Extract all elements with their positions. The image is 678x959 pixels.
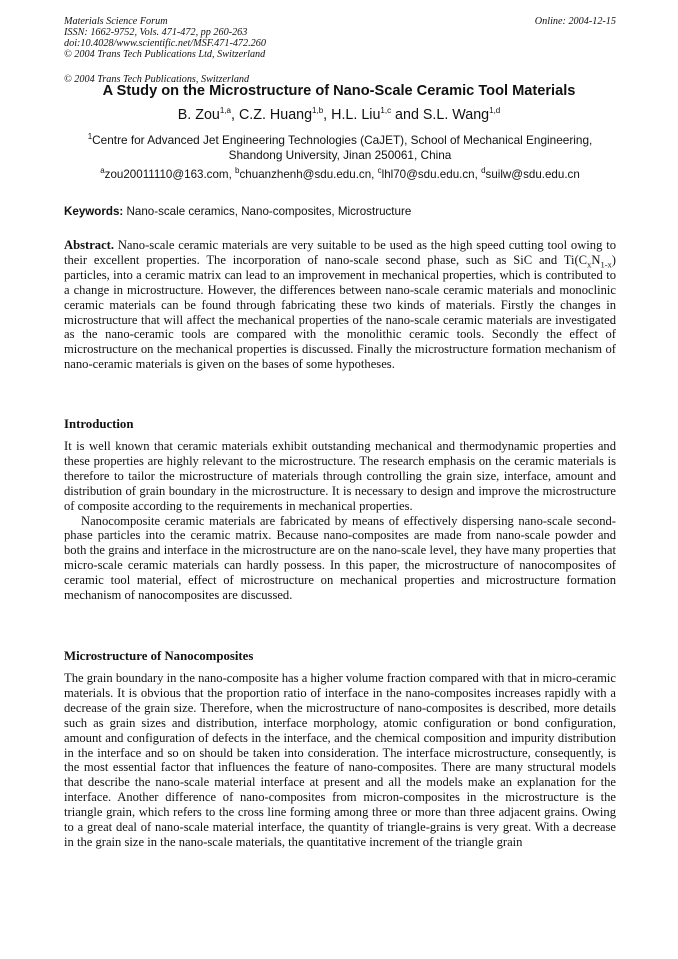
keywords-text: Nano-scale ceramics, Nano-composites, Microstructure (123, 205, 412, 218)
author-affiliation-mark: 1,a (219, 106, 231, 116)
issn-line: ISSN: 1662-9752, Vols. 471-472, pp 260-263 (64, 27, 248, 38)
abstract-text: Nano-scale ceramic materials are very suitable to be used as the high speed cutting tool owing to their excellent properties. The incorporation of nano-scale second phase, such as SiC and Ti(C (64, 238, 616, 267)
affiliation-mark: 1 (87, 132, 93, 142)
section-heading-microstructure: Microstructure of Nanocomposites (64, 649, 254, 663)
doi-line: doi:10.4028/www.scientific.net/MSF.471-472.260 (64, 38, 266, 49)
author-list (0, 106, 678, 125)
email-separator: , (371, 168, 378, 181)
email-address: chuanzhenh@sdu.edu.cn (239, 168, 372, 181)
journal-name: Materials Science Forum (64, 16, 168, 27)
introduction-section (64, 439, 616, 603)
paragraph: The grain boundary in the nano-composite has a higher volume fraction compared with that in micro-ceramic materials. It is obvious that the proportion ratio of interface in the nano-composites increases rapidly with a decrease of the grain size. Therefore, when the microstructure of nano-composites is described, more details such as grain sizes and distribution, interface morphology, atomic configuration or bond configuration, amount and configuration of defects in the interface, and the chemical composition and impurity distribution in the interface and so on should be taken into consideration. The interface microstructure, consequently, is the most essential factor that influences the feature of nano-composites. There are many structural models that describe the nano-scale material interface at present and all the models make an explanation for the interface. Another difference of nano-composites from micron-composites in the microstructure is the triangle grain, which refers to the cross line forming among three or more than three adjacent grains. Owing to a great deal of nano-scale material interface, the quantity of triangle-grains is very great. With a decrease in the grain size in the nano-scale materials, the quantitative increment of the triangle grain (64, 671, 616, 849)
abstract-text: ) particles, into a ceramic matrix can lead to an improvement in mechanical properties, which is contributed to a change in microstructure. However, the differences between nano-scale ceramic materials and monoclinic ceramic materials can be found through fabricating these two kinds of materials. Firstly the changes in microstructure that will affect the mechanical properties of the nano-scale ceramic materials are investigated as the nano-ceramic tools are compared with the monolithic ceramic tools. Secondly the effect of microstructure on the mechanical properties is discussed. Finally the microstructure formation mechanism of nano-ceramic materials is given on the bases of some hypotheses. (64, 252, 616, 372)
paragraph: It is well known that ceramic materials exhibit outstanding mechanical and thermodynamic properties and these properties are highly relevant to the microstructure. The research emphasis on the ceramic materials is therefore to tailor the microstructure of materials through controlling the grain size, interface, amount and distribution of grain boundary in the microstructure. It is necessary to design and improve the microstructure of composite according to the requirements in mechanical properties. (64, 439, 616, 513)
online-date: Online: 2004-12-15 (534, 16, 616, 27)
affiliation (64, 133, 616, 163)
section-heading-introduction: Introduction (64, 417, 134, 431)
keywords-label: Keywords: (64, 205, 124, 218)
author-name: S.L. Wang (422, 107, 490, 123)
subscript-1-x: 1-x (600, 259, 612, 270)
author-affiliation-mark: 1,c (380, 106, 392, 116)
email-mark: b (235, 166, 240, 176)
email-list (64, 168, 616, 182)
email-separator: , (474, 168, 482, 181)
abstract-label: Abstract. (64, 238, 115, 252)
author-separator: and (391, 107, 423, 123)
paragraph: Nanocomposite ceramic materials are fabricated by means of effectively dispersing nano-scale second-phase particles into the ceramic matrix. Because nano-composites are made from nano-scale powder and both the grains and interface in the microstructure are on the nano-scale level, they have many properties that micro-scale ceramic materials can hardly possess. In this paper, the microstructure of nanocomposites of ceramic tool material, effect of microstructure on mechanical properties and microstructure formation mechanism of nanocomposites are discussed. (64, 513, 616, 603)
copyright-line-2: © 2004 Trans Tech Publications, Switzerland (64, 74, 250, 85)
keywords (64, 205, 616, 219)
copyright-line: © 2004 Trans Tech Publications Ltd, Switzerland (64, 49, 266, 60)
email-address: suilw@sdu.edu.cn (485, 168, 580, 181)
author-affiliation-mark: 1,b (312, 106, 324, 116)
abstract (64, 238, 616, 372)
email-separator: , (228, 168, 236, 181)
email-mark: a (100, 166, 105, 176)
author-affiliation-mark: 1,d (489, 106, 501, 116)
author-name: C.Z. Huang (238, 107, 313, 123)
affiliation-text: Centre for Advanced Jet Engineering Technologies (CaJET), School of Mechanical Engineering, Shandong University, Jinan 250061, China (92, 133, 593, 162)
abstract-text: N (591, 252, 601, 267)
microstructure-section (64, 671, 616, 850)
email-mark: c (377, 166, 382, 176)
paper-title: A Study on the Microstructure of Nano-Scale Ceramic Tool Materials (102, 83, 576, 99)
author-name: B. Zou (177, 107, 220, 123)
email-address: lhl70@sdu.edu.cn (381, 168, 475, 181)
email-address: zou20011110@163.com (104, 168, 229, 181)
author-separator: , (230, 107, 239, 123)
author-separator: , (323, 107, 332, 123)
email-mark: d (481, 166, 486, 176)
author-name: H.L. Liu (331, 107, 381, 123)
publication-metadata (64, 16, 616, 85)
subscript-x: x (587, 259, 592, 270)
